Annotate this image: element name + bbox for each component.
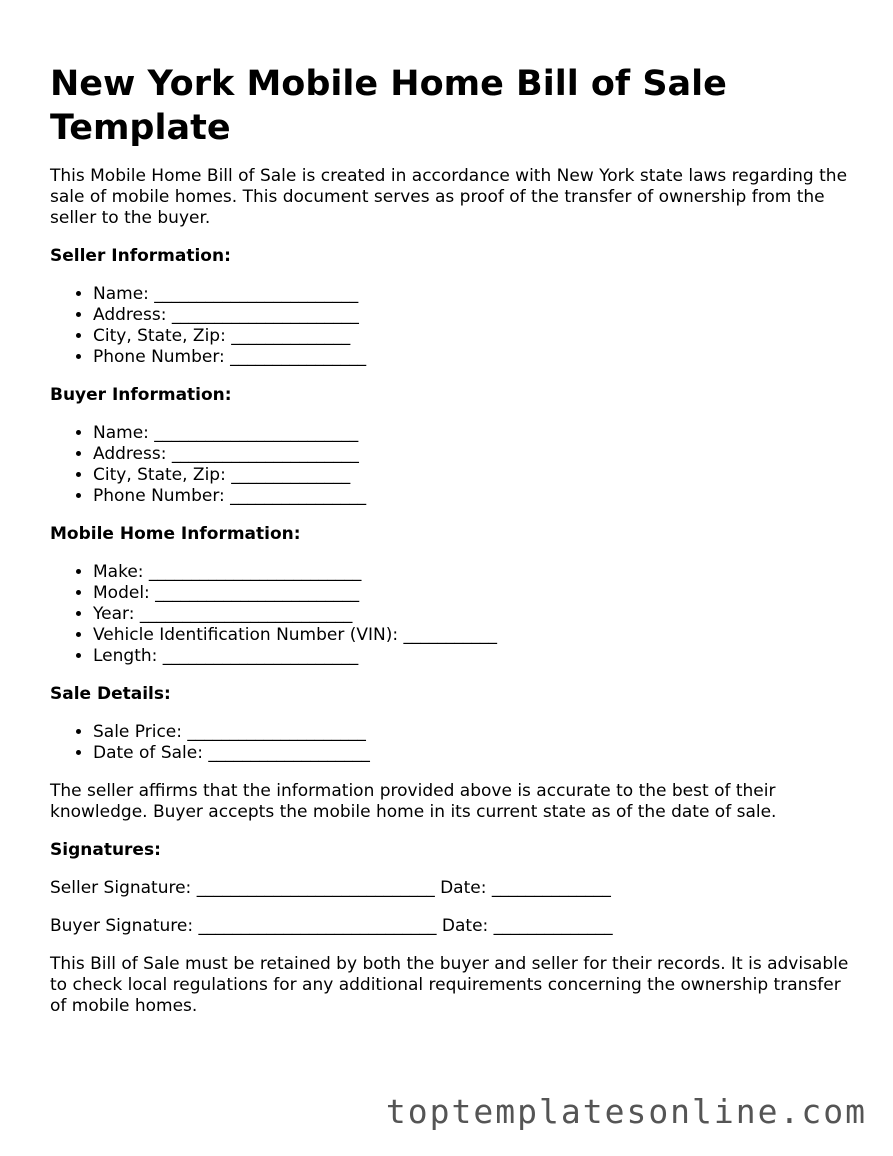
date-of-sale-field: • Date of Sale: ___________________	[93, 743, 850, 764]
signatures-heading: Signatures:	[50, 840, 161, 860]
buyer-phone-field: • Phone Number: ________________	[93, 486, 850, 507]
buyer-heading: Buyer Information:	[50, 385, 232, 405]
seller-city-state-zip-field: • City, State, Zip: ______________	[93, 326, 850, 347]
buyer-city-state-zip-field: • City, State, Zip: ______________	[93, 465, 850, 486]
length-field: • Length: _______________________	[93, 646, 850, 667]
seller-phone-field: • Phone Number: ________________	[93, 347, 850, 368]
watermark: toptemplatesonline.com	[385, 1092, 867, 1131]
sale-details-heading: Sale Details:	[50, 684, 171, 704]
document-page	[50, 62, 850, 1017]
mobile-home-heading: Mobile Home Information:	[50, 524, 301, 544]
mobile-home-list	[50, 562, 850, 667]
closing-paragraph: This Bill of Sale must be retained by both the buyer and seller for their records. It is advisable to check local regulations for any additional requirements concerning the ownership transfer of mobile homes.	[50, 954, 849, 1016]
buyer-signature-line: Buyer Signature: ____________________________ Date: ______________	[50, 916, 613, 936]
sale-details-list	[50, 722, 850, 764]
year-field: • Year: _________________________	[93, 604, 850, 625]
page-title: New York Mobile Home Bill of Sale Template	[50, 64, 727, 148]
seller-list	[50, 284, 850, 368]
vin-field: • Vehicle Identification Number (VIN): ___________	[93, 625, 850, 646]
sale-price-field: • Sale Price: _____________________	[93, 722, 850, 743]
make-field: • Make: _________________________	[93, 562, 850, 583]
seller-name-field: • Name: ________________________	[93, 284, 850, 305]
seller-address-field: • Address: ______________________	[93, 305, 850, 326]
buyer-name-field: • Name: ________________________	[93, 423, 850, 444]
model-field: • Model: ________________________	[93, 583, 850, 604]
seller-heading: Seller Information:	[50, 246, 231, 266]
seller-signature-line: Seller Signature: ____________________________ Date: ______________	[50, 878, 611, 898]
affirmation-paragraph: The seller affirms that the information provided above is accurate to the best of their knowledge. Buyer accepts the mobile home in its current state as of the date of sale.	[50, 781, 777, 822]
buyer-address-field: • Address: ______________________	[93, 444, 850, 465]
intro-paragraph: This Mobile Home Bill of Sale is created in accordance with New York state laws regarding the sale of mobile homes. This document serves as proof of the transfer of ownership from the seller to the buyer.	[50, 166, 848, 228]
buyer-list	[50, 423, 850, 507]
